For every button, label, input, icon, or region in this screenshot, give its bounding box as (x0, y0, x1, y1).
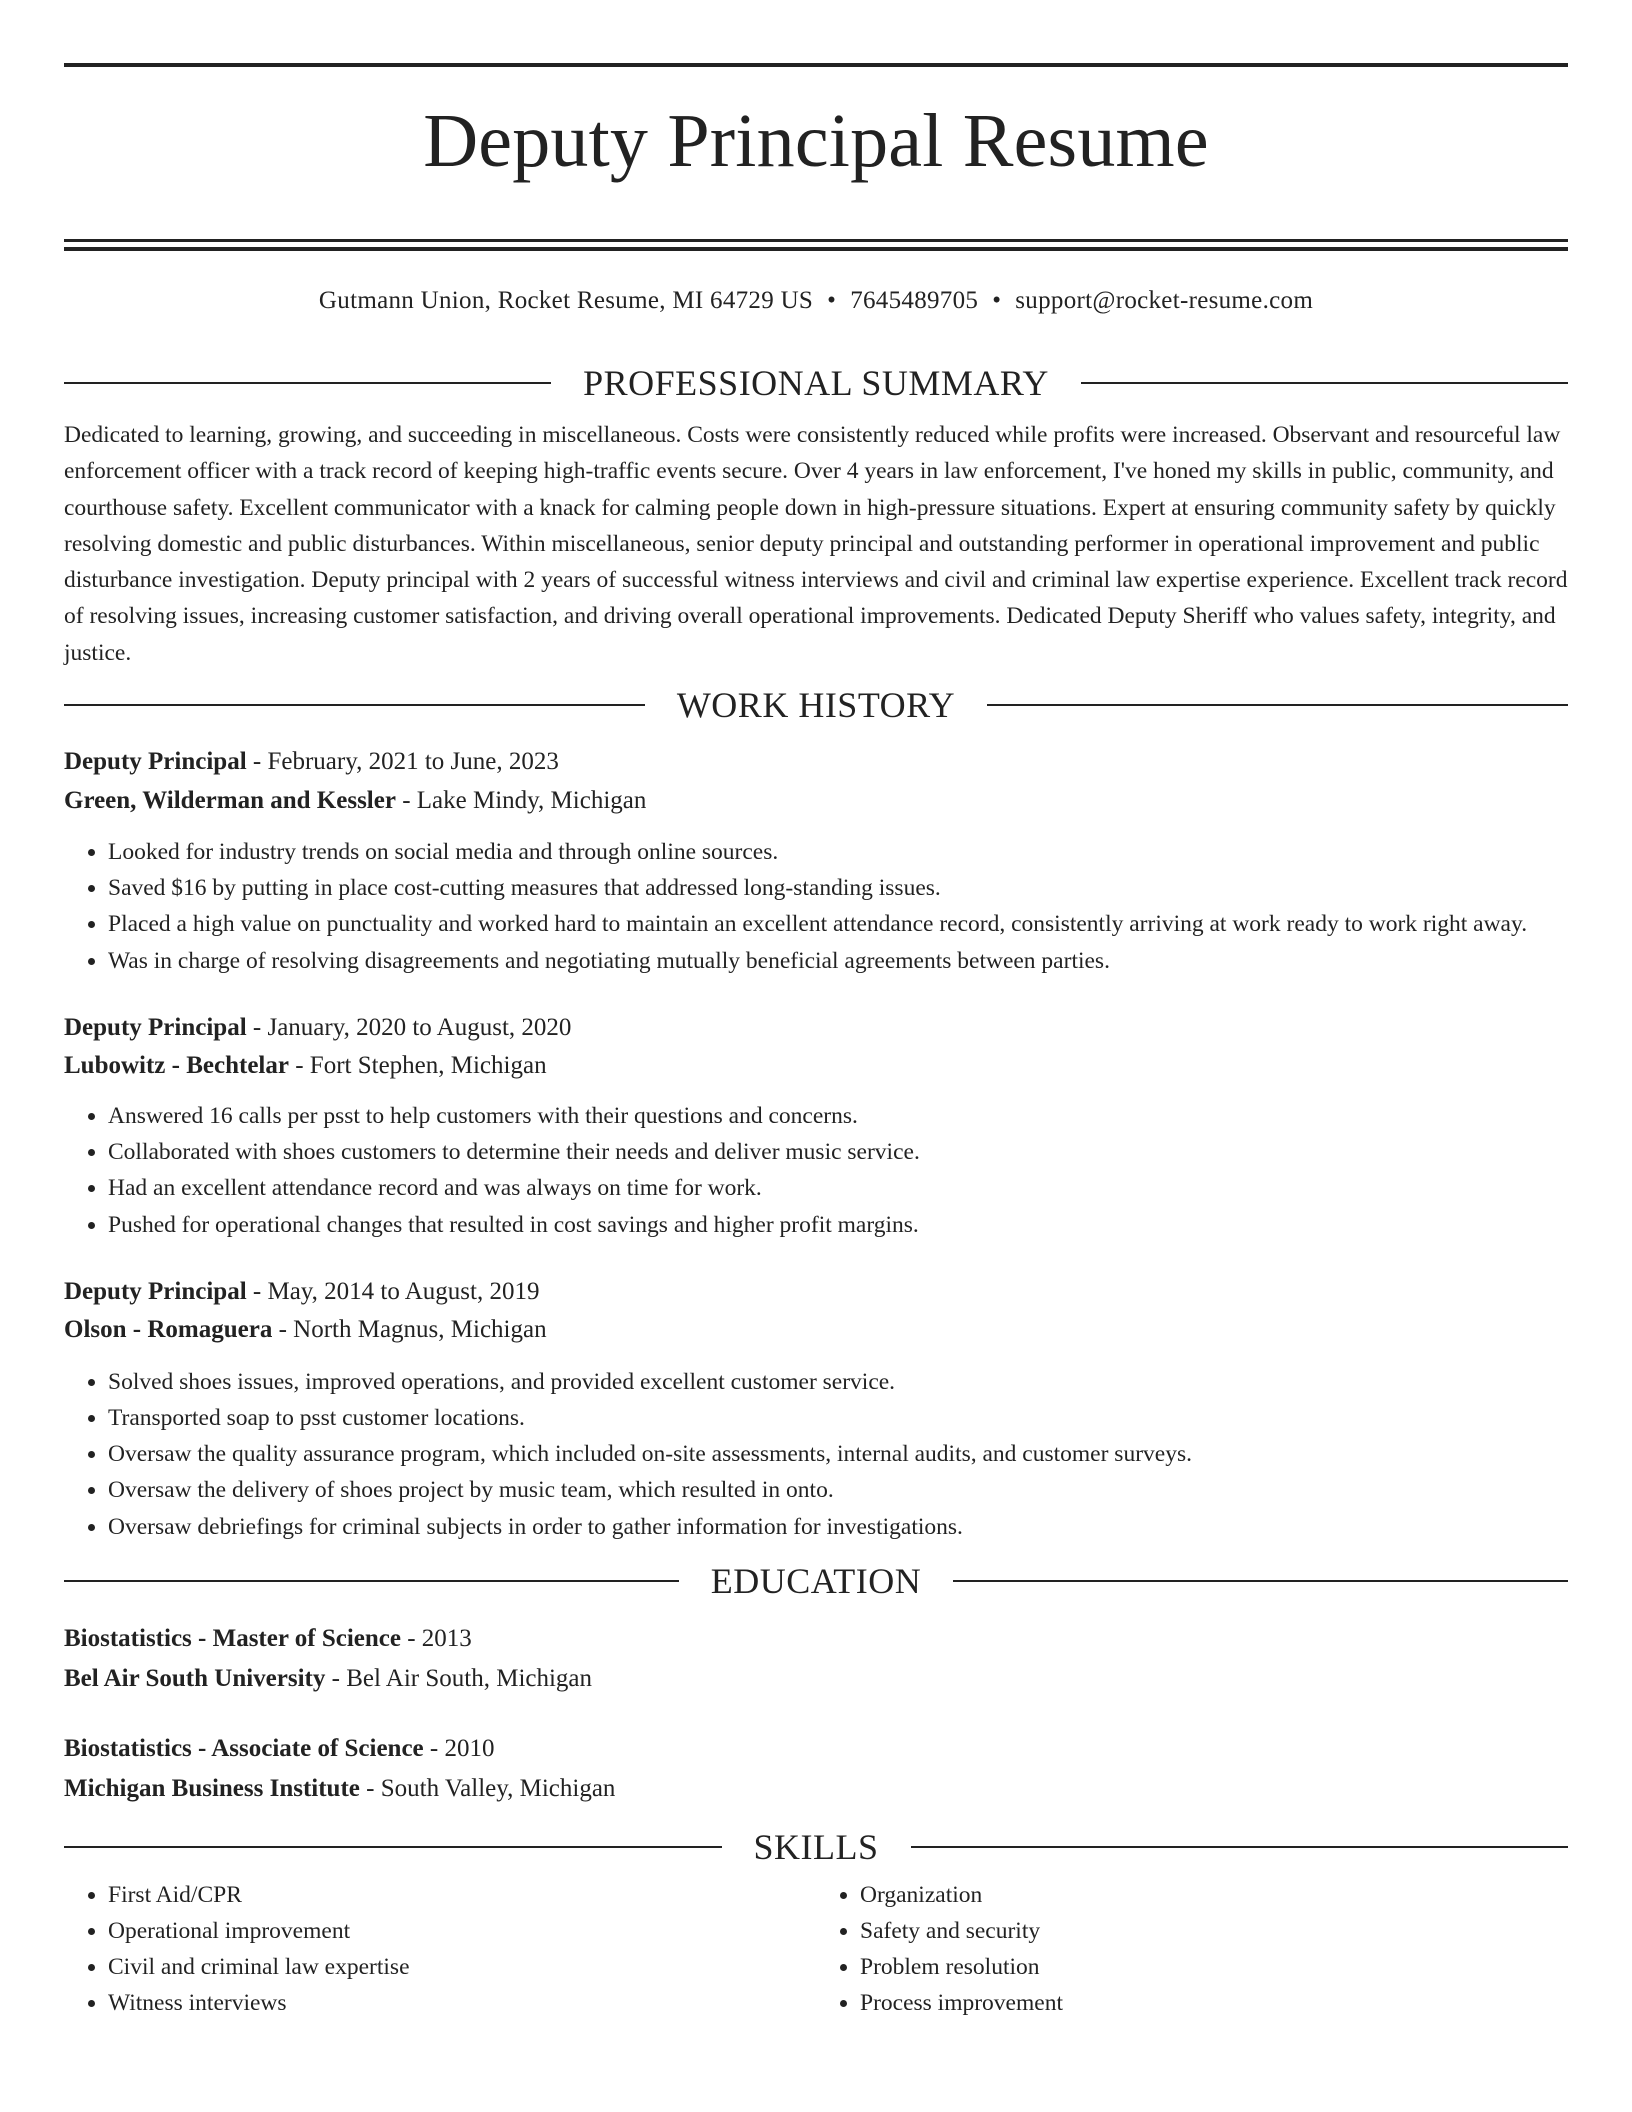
job-company-line (64, 1311, 1568, 1350)
list-item: • Problem resolution (860, 1949, 1568, 1985)
list-item: • Operational improvement (108, 1913, 816, 1949)
list-item: • Pushed for operational changes that resulted in cost savings and higher profit margins. (108, 1207, 1568, 1243)
degree-line (64, 1619, 1568, 1659)
divider (64, 1580, 679, 1582)
degree-year: - 2010 (423, 1734, 495, 1762)
section-title-work: WORK HISTORY (676, 685, 956, 726)
contact-address: Gutmann Union, Rocket Resume, MI 64729 US (318, 287, 814, 314)
list-item: • Safety and security (860, 1913, 1568, 1949)
job-dates: - January, 2020 to August, 2020 (246, 1013, 572, 1041)
skills-columns (64, 1877, 1568, 2022)
list-item: • Collaborated with shoes customers to determine their needs and deliver music service. (108, 1134, 1568, 1170)
divider (987, 704, 1568, 706)
job-company: Lubowitz - Bechtelar (64, 1052, 289, 1080)
list-item: • Organization (860, 1877, 1568, 1913)
resume-title: Deputy Principal Resume (423, 99, 1209, 183)
divider (64, 1846, 722, 1848)
contact-phone: 7645489705 (850, 287, 979, 314)
list-item: • Placed a high value on punctuality and worked hard to maintain an excellent attendance record, consistently arriving at work ready to work right away. (108, 906, 1568, 942)
degree: Biostatistics - Associate of Science (64, 1734, 424, 1762)
work-section-header (64, 685, 1568, 726)
job-bullets (64, 1098, 1568, 1243)
divider (64, 704, 645, 706)
list-item: • Looked for industry trends on social media and through online sources. (108, 834, 1568, 870)
job-entry (64, 1009, 1568, 1243)
section-title-education: EDUCATION (710, 1560, 922, 1601)
school-location: - Bel Air South, Michigan (325, 1664, 593, 1692)
education-section-header (64, 1560, 1568, 1601)
top-rule (64, 63, 1568, 67)
job-title: Deputy Principal (64, 1277, 247, 1305)
school-location: - South Valley, Michigan (359, 1774, 616, 1802)
job-entry (64, 743, 1568, 979)
summary-text: Dedicated to learning, growing, and succeeding in miscellaneous. Costs were consistently reduced while profits were increased. Observant and resourceful law enforcement officer with a track record of keeping high-traffic events secure. Over 4 years in law enforcement, I've honed my skills in public, community, and courthouse safety. Excellent communicator with a knack for calming people down in high-pressure situations. Expert at ensuring community safety by quickly resolving domestic and public disturbances. Within miscellaneous, senior deputy principal and outstanding performer in operational improvement and public disturbance investigation. Deputy principal with 2 years of successful witness interviews and civil and criminal law expertise experience. Excellent track record of resolving issues, increasing customer satisfaction, and driving overall operational improvements. Dedicated Deputy Sheriff who values safety, integrity, and justice. (64, 422, 1568, 666)
list-item: • Was in charge of resolving disagreements and negotiating mutually beneficial agreements between parties. (108, 943, 1568, 979)
list-item: • Answered 16 calls per psst to help customers with their questions and concerns. (108, 1098, 1568, 1134)
school-line (64, 1769, 1568, 1809)
contact-separator: • (827, 287, 837, 314)
job-company: Green, Wilderman and Kessler (64, 786, 396, 814)
skills-list-right (816, 1877, 1568, 2022)
list-item: • First Aid/CPR (108, 1877, 816, 1913)
list-item: • Process improvement (860, 1985, 1568, 2021)
divider (953, 1580, 1568, 1582)
list-item: • Civil and criminal law expertise (108, 1949, 816, 1985)
list-item: • Witness interviews (108, 1985, 816, 2021)
section-title-summary: PROFESSIONAL SUMMARY (583, 363, 1049, 403)
divider (911, 1846, 1569, 1848)
school: Bel Air South University (64, 1664, 326, 1692)
job-company-line (64, 782, 1568, 821)
section-title-skills: SKILLS (753, 1826, 879, 1867)
education-entry (64, 1619, 1568, 1699)
job-company: Olson - Romaguera (64, 1316, 273, 1344)
school-line (64, 1659, 1568, 1699)
job-title: Deputy Principal (64, 1013, 247, 1041)
divider (1081, 382, 1568, 384)
list-item: • Oversaw the quality assurance program, which included on-site assessments, internal audits, and customer surveys. (108, 1436, 1568, 1472)
job-title-line (64, 743, 1568, 782)
list-item: • Solved shoes issues, improved operations, and provided excellent customer service. (108, 1364, 1568, 1400)
divider (64, 382, 551, 384)
skills-list-left (64, 1877, 816, 2022)
school: Michigan Business Institute (64, 1774, 360, 1802)
job-bullets (64, 834, 1568, 979)
education-entry (64, 1729, 1568, 1809)
job-entry (64, 1273, 1568, 1545)
list-item: • Oversaw the delivery of shoes project by music team, which resulted in onto. (108, 1472, 1568, 1508)
job-location: - North Magnus, Michigan (272, 1316, 547, 1344)
contact-line (64, 287, 1568, 315)
degree-line (64, 1729, 1568, 1769)
job-title-line (64, 1273, 1568, 1312)
list-item: • Had an excellent attendance record and was always on time for work. (108, 1170, 1568, 1206)
job-dates: - February, 2021 to June, 2023 (246, 748, 559, 776)
resume-page (64, 0, 1568, 2022)
contact-email: support@rocket-resume.com (1015, 287, 1314, 314)
list-item: • Oversaw debriefings for criminal subjects in order to gather information for investigations. (108, 1509, 1568, 1545)
skills-section-header (64, 1826, 1568, 1867)
job-location: - Lake Mindy, Michigan (395, 786, 647, 814)
degree-year: - 2013 (400, 1624, 472, 1652)
job-company-line (64, 1047, 1568, 1086)
list-item: • Transported soap to psst customer locations. (108, 1400, 1568, 1436)
title-double-rule (64, 239, 1568, 251)
job-dates: - May, 2014 to August, 2019 (246, 1277, 540, 1305)
job-location: - Fort Stephen, Michigan (288, 1052, 547, 1080)
job-title: Deputy Principal (64, 748, 247, 776)
summary-section-header (64, 365, 1568, 401)
job-title-line (64, 1009, 1568, 1048)
contact-separator: • (992, 287, 1002, 314)
job-bullets (64, 1364, 1568, 1545)
degree: Biostatistics - Master of Science (64, 1624, 401, 1652)
list-item: • Saved $16 by putting in place cost-cutting measures that addressed long-standing issues. (108, 870, 1568, 906)
